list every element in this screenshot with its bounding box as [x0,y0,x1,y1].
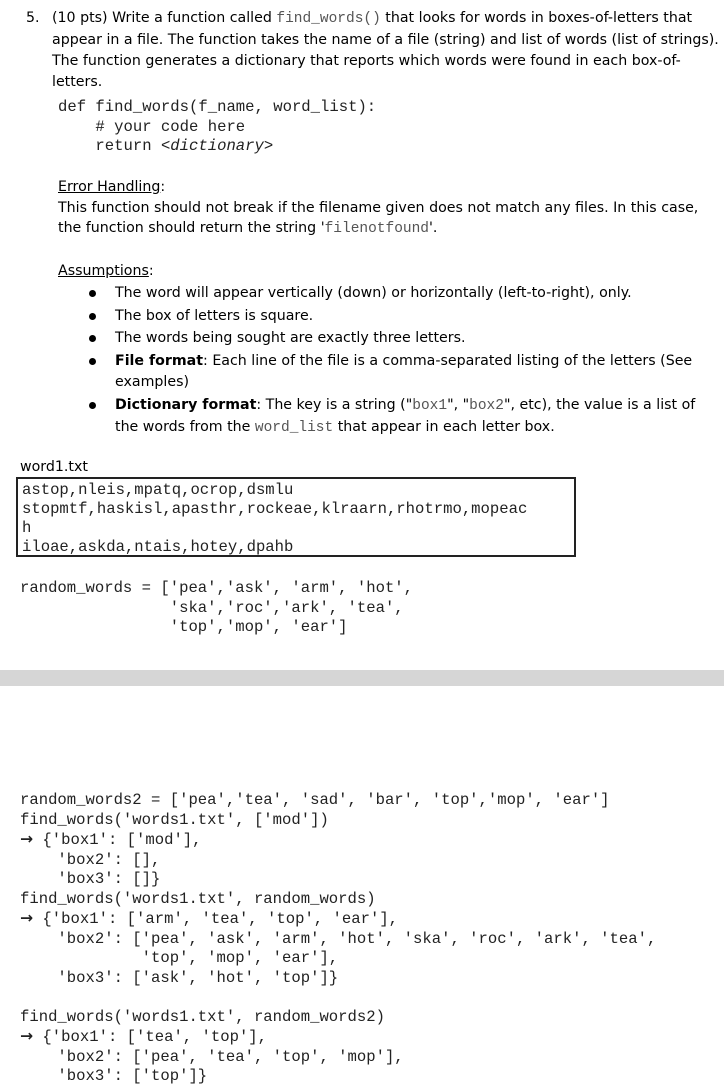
bullet-icon [89,313,96,320]
list-item [88,306,703,328]
function-signature [58,98,376,157]
error-handling-text [58,198,708,240]
error-text-part: This function should not break if the filename given does not match any files. In this case, the function should return the string ' [58,199,699,236]
example-output-2: {'box1': ['arm', 'tea', 'top', 'ear'], 'box2': ['pea', 'ask', 'arm', 'hot', 'ska', 'roc', 'ark', 'tea', 'top', 'mop', 'ear'], 'box3': ['ask', 'hot', 'top']} [42,910,657,987]
inline-code: box2 [469,397,504,414]
signature-line-1: def find_words(f_name, word_list): [58,98,377,116]
bullet-text: The word will appear vertically (down) or horizontally (left-to-right), only. [115,285,632,301]
list-item [88,395,703,440]
question-text-part: (10 pts) Write a function called [52,10,277,26]
bullet-text: The box of letters is square. [115,307,314,324]
file-label: word1.txt [20,459,88,475]
bullet-icon [89,335,96,342]
bullet-text: ", " [447,396,470,413]
colon: : [148,263,154,279]
example-call-1: find_words('words1.txt', ['mod']) [20,810,329,829]
arrow-icon: → [20,909,34,927]
error-text-part: '. [429,220,438,236]
assumptions-title-row [58,261,708,282]
error-handling-title: Error Handling [58,179,161,195]
page-divider [0,670,724,686]
return-value: <dictionary> [160,137,274,155]
list-item [88,328,703,350]
arrow-icon: → [20,1027,34,1045]
example-output-3: {'box1': ['tea', 'top'], 'box2': ['pea', 'tea', 'top', 'mop'], 'box3': ['top']} [42,1028,404,1085]
example-call-3: find_words('words1.txt', random_words2) [20,1007,385,1026]
example-output-1: {'box1': ['mod'], 'box2': [], 'box3': []} [42,831,202,888]
bullet-icon [89,402,96,409]
bullet-text: ", etc), the value is a list of the words from the [115,396,696,435]
question-number: 5. [26,10,40,26]
question-text-part: that looks for words in boxes-of-letters that appear in a file. The function takes the name of a file (string) and list of words (list of strings). The function generates a dictionary that reports which words were found in each box-of-letters. [52,10,719,90]
arrow-icon: → [20,830,34,848]
assumptions-title: Assumptions [58,263,149,279]
examples-code [20,791,656,1087]
error-code: filenotfound [324,221,430,237]
function-name: find_words() [276,11,381,27]
bullet-icon [89,290,96,297]
bullet-text: that appear in each letter box. [333,419,555,435]
list-item [88,283,703,305]
list-item [88,351,703,394]
bullet-bold: Dictionary format [115,396,257,413]
assumptions-list [88,283,703,441]
signature-line-3 [58,137,273,155]
example-call-2: find_words('words1.txt', random_words) [20,889,376,908]
error-handling-section [58,177,708,240]
bullet-icon [89,358,96,365]
colon: : [160,179,166,195]
signature-line-2: # your code here [58,117,246,136]
bullet-bold: File format [115,352,204,369]
inline-code: word_list [254,420,334,436]
random-words-code: random_words = ['pea','ask', 'arm', 'hot', 'ska','roc','ark', 'tea', 'top','mop', 'ear'] [20,579,414,636]
question-body [52,8,720,93]
return-keyword: return [58,137,161,155]
inline-code: box1 [412,397,448,414]
bullet-text: The words being sought are exactly three letters. [115,330,466,346]
question-text [26,8,720,93]
bullet-text: : The key is a string (" [256,396,413,413]
bullet-text: : Each line of the file is a comma-separated listing of the letters (See examples) [115,352,693,390]
random-words2-line: random_words2 = ['pea','tea', 'sad', 'bar', 'top','mop', 'ear'] [20,791,610,809]
file-content-box: astop,nleis,mpatq,ocrop,dsmlu stopmtf,haskisl,apasthr,rockeae,klraarn,rhotrmo,mopeac h iloae,askda,ntais,hotey,dpahb [16,477,576,557]
